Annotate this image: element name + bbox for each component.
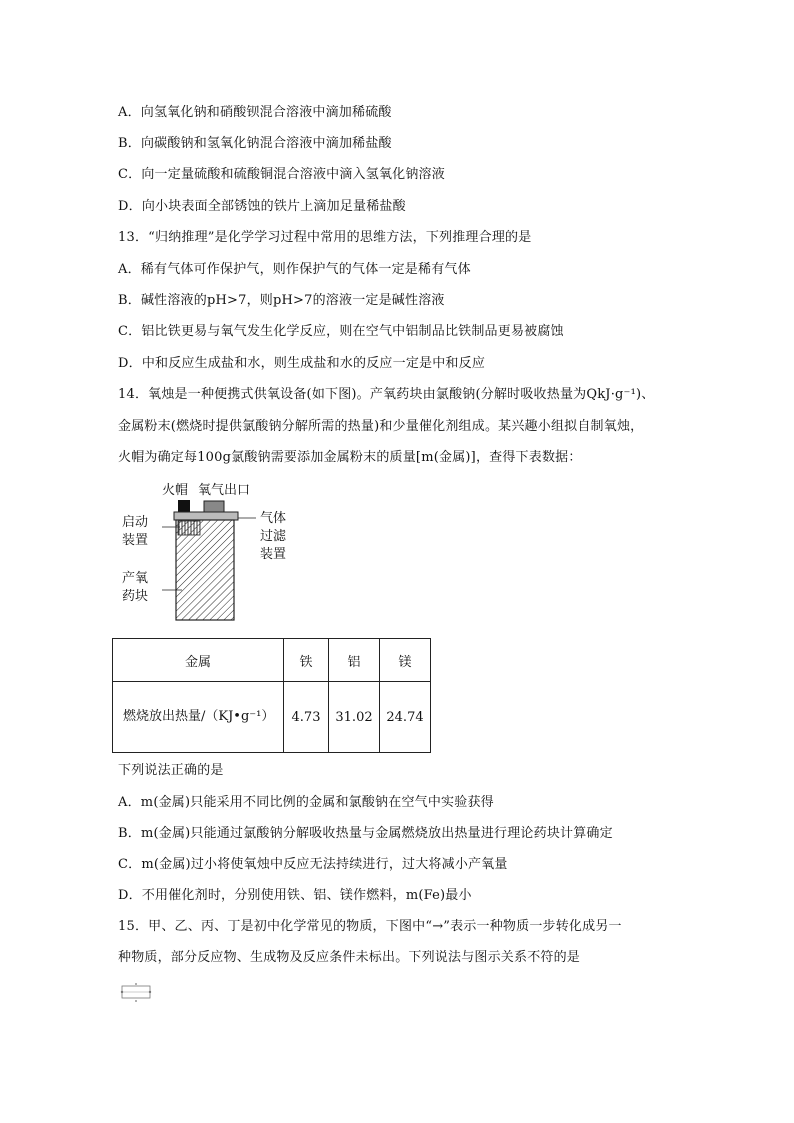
q15-stem-line-1: 15．甲、乙、丙、丁是初中化学常见的物质，下图中“→”表示一种物质一步转化成另一 xyxy=(118,919,622,934)
label-oxygen-outlet: 氧气出口 xyxy=(198,483,251,498)
value-magnesium: 24.74 xyxy=(380,682,431,753)
oxygen-candle-diagram xyxy=(118,478,308,628)
label-filter-3: 装置 xyxy=(260,547,287,562)
q14-after-table: 下列说法正确的是 xyxy=(118,763,224,778)
value-aluminum: 31.02 xyxy=(329,682,380,753)
q14-stem-line-1: 14．氧烛是一种便携式供氧设备(如下图)。产氧药块由氯酸钠(分解时吸收热量为QkJ·g⁻¹)、 xyxy=(118,387,655,402)
table-header-iron: 铁 xyxy=(284,639,329,682)
q15-stem-line-2: 种物质，部分反应物、生成物及反应条件未标出。下列说法与图示关系不符的是 xyxy=(118,950,581,965)
lid xyxy=(174,512,238,520)
label-filter-2: 过滤 xyxy=(260,529,287,544)
q12-option-a: A．向氢氧化钠和硝酸钡混合溶液中滴加稀硫酸 xyxy=(118,105,392,120)
table-row-label xyxy=(113,682,284,753)
fire-cap xyxy=(178,500,190,512)
label-start-1: 启动 xyxy=(122,515,149,530)
q14-stem-line-2: 金属粉末(燃烧时提供氯酸钠分解所需的热量)和少量催化剂组成。某兴趣小组拟自制氧烛， xyxy=(118,419,644,434)
label-fire-cap: 火帽 xyxy=(162,483,189,498)
q13-option-a: A．稀有气体可作保护气，则作保护气的气体一定是稀有气体 xyxy=(118,262,471,277)
oxygen-outlet xyxy=(204,501,224,512)
q12-option-b: B．向碳酸钠和氢氧化钠混合溶液中滴加稀盐酸 xyxy=(118,136,392,151)
q14-stem-line-3: 火帽为确定每100g氯酸钠需要添加金属粉末的质量[m(金属)]，查得下表数据： xyxy=(118,450,582,465)
q15-figure xyxy=(118,978,158,1006)
q13-option-d: D．中和反应生成盐和水，则生成盐和水的反应一定是中和反应 xyxy=(118,356,486,371)
q14-option-b: B．m(金属)只能通过氯酸钠分解吸收热量与金属燃烧放出热量进行理论药块计算确定 xyxy=(118,826,613,841)
label-block-1: 产氧 xyxy=(122,571,149,586)
value-iron: 4.73 xyxy=(284,682,329,753)
starter-device xyxy=(178,521,200,535)
q12-option-c: C．向一定量硫酸和硫酸铜混合溶液中滴入氢氧化钠溶液 xyxy=(118,167,445,182)
q14-option-a: A．m(金属)只能采用不同比例的金属和氯酸钠在空气中实验获得 xyxy=(118,795,494,810)
table-header-aluminum: 铝 xyxy=(329,639,380,682)
table-header-metal: 金属 xyxy=(113,639,284,682)
q13-stem: 13．“归纳推理”是化学学习过程中常用的思维方法，下列推理合理的是 xyxy=(118,230,532,245)
table-header-magnesium: 镁 xyxy=(380,639,431,682)
q14-option-d: D．不用催化剂时，分别使用铁、铝、镁作燃料，m(Fe)最小 xyxy=(118,888,472,903)
label-block-2: 药块 xyxy=(122,589,149,604)
q14-option-c: C．m(金属)过小将使氧烛中反应无法持续进行，过大将减小产氧量 xyxy=(118,857,508,872)
q13-option-b: B．碱性溶液的pH>7，则pH>7的溶液一定是碱性溶液 xyxy=(118,293,445,308)
metal-heat-table xyxy=(112,638,431,753)
label-start-2: 装置 xyxy=(122,533,149,548)
q12-option-d: D．向小块表面全部锈蚀的铁片上滴加足量稀盐酸 xyxy=(118,199,406,214)
heat-label-text: 燃烧放出热量/（KJ•g⁻¹） xyxy=(123,709,275,724)
q13-option-c: C．铝比铁更易与氧气发生化学反应，则在空气中铝制品比铁制品更易被腐蚀 xyxy=(118,324,564,339)
label-filter-1: 气体 xyxy=(260,511,287,526)
